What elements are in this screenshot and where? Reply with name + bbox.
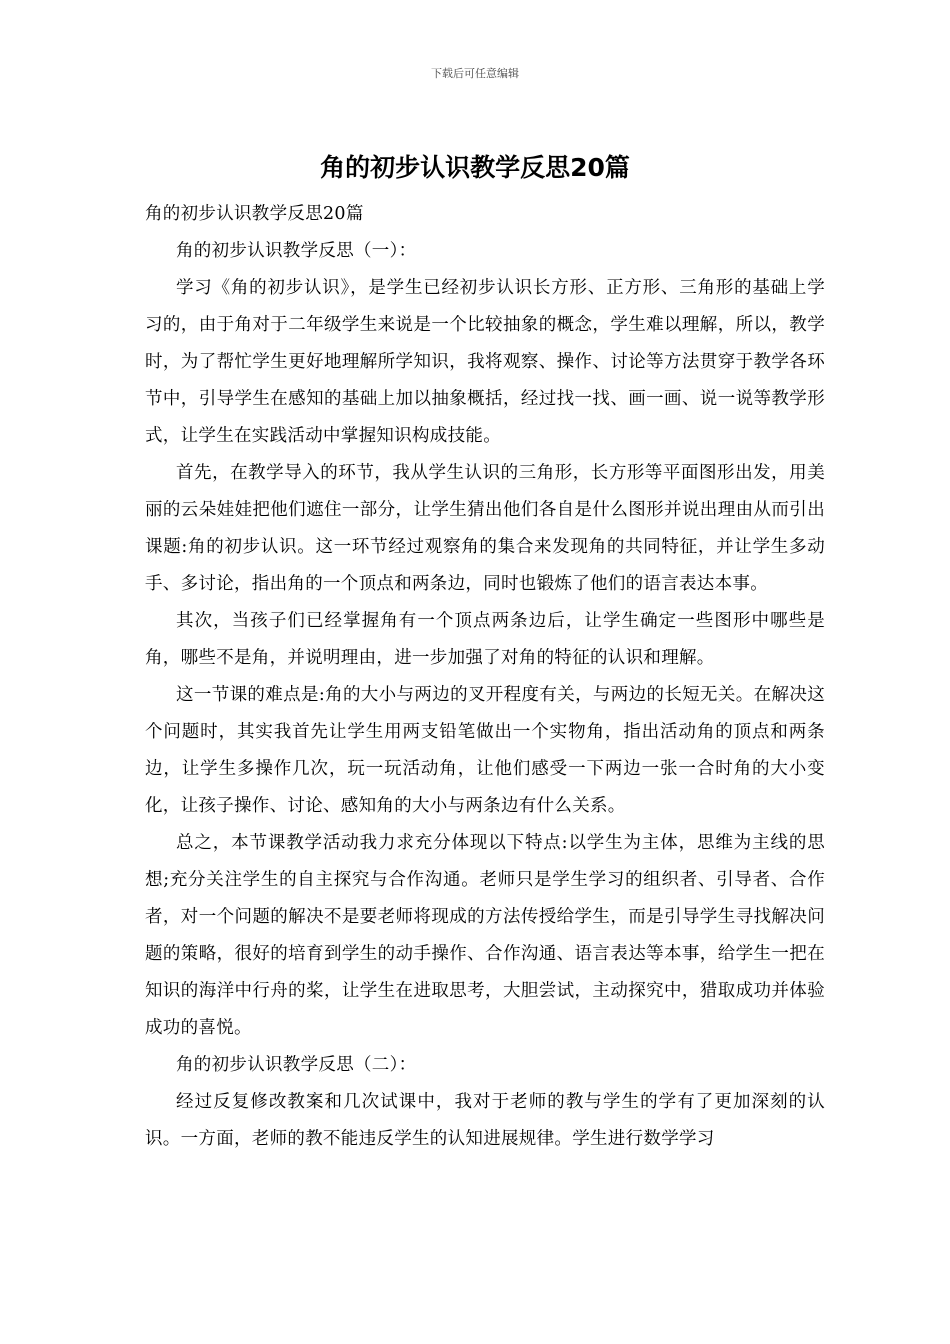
paragraph: 其次，当孩子们已经掌握角有一个顶点两条边后，让学生确定一些图形中哪些是角，哪些不是角，并说明理由，进一步加强了对角的特征的认识和理解。 xyxy=(145,611,825,668)
section-heading-2: 角的初步认识教学反思（二）： xyxy=(176,1055,417,1075)
paragraph: 角的初步认识教学反思20篇 xyxy=(145,204,364,224)
document-body xyxy=(145,196,825,1158)
paragraph: 经过反复修改教案和几次试课中，我对于老师的教与学生的学有了更加深刻的认识。一方面，老师的教不能违反学生的认知进展规律。学生进行数学学习 xyxy=(145,1092,825,1149)
paragraph: 首先，在教学导入的环节，我从学生认识的三角形，长方形等平面图形出发，用美丽的云朵娃娃把他们遮住一部分，让学生猜出他们各自是什么图形并说出理由从而引出课题:角的初步认识。这一环节经过观察角的集合来发现角的共同特征，并让学生多动手、多讨论，指出角的一个顶点和两条边，同时也锻炼了他们的语言表达本事。 xyxy=(145,463,825,594)
page-header-note: 下载后可任意编辑 xyxy=(431,67,519,80)
document-title: 角的初步认识教学反思20篇 xyxy=(320,153,630,182)
paragraph: 总之，本节课教学活动我力求充分体现以下特点:以学生为主体，思维为主线的思想;充分关注学生的自主探究与合作沟通。老师只是学生学习的组织者、引导者、合作者，对一个问题的解决不是要老师将现成的方法传授给学生，而是引导学生寻找解决问题的策略，很好的培育到学生的动手操作、合作沟通、语言表达等本事，给学生一把在知识的海洋中行舟的桨，让学生在进取思考，大胆尝试，主动探究中，猎取成功并体验成功的喜悦。 xyxy=(145,833,825,1038)
paragraph: 学习《角的初步认识》，是学生已经初步认识长方形、正方形、三角形的基础上学习的，由于角对于二年级学生来说是一个比较抽象的概念，学生难以理解，所以，教学时，为了帮忙学生更好地理解所学知识，我将观察、操作、讨论等方法贯穿于教学各环节中，引导学生在感知的基础上加以抽象概括，经过找一找、画一画、说一说等教学形式，让学生在实践活动中掌握知识构成技能。 xyxy=(145,278,825,446)
paragraph: 这一节课的难点是:角的大小与两边的叉开程度有关，与两边的长短无关。在解决这个问题时，其实我首先让学生用两支铅笔做出一个实物角，指出活动角的顶点和两条边，让学生多操作几次，玩一玩活动角，让他们感受一下两边一张一合时角的大小变化，让孩子操作、讨论、感知角的大小与两条边有什么关系。 xyxy=(145,685,825,816)
section-heading-1: 角的初步认识教学反思（一）： xyxy=(176,241,417,261)
